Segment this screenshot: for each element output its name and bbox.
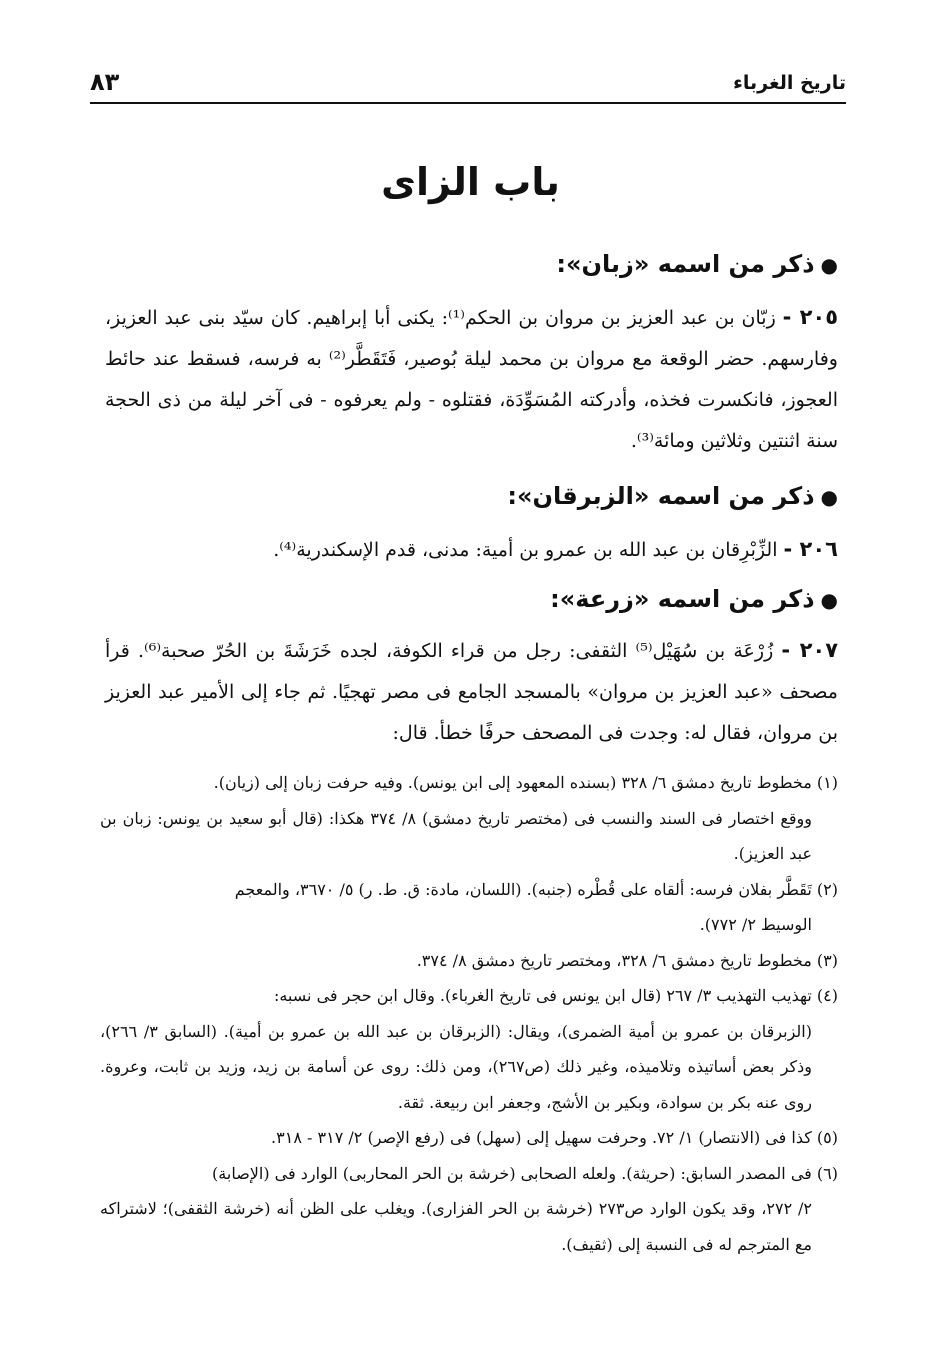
entry-205 — [105, 297, 838, 462]
footnote-4 — [100, 978, 838, 1120]
footnote-6 — [100, 1156, 838, 1263]
footnote-first-line: (١) مخطوط تاريخ دمشق ٦/ ٣٢٨ (بسنده المعهود إلى ابن يونس). وفيه حرفت زبان إلى (زيان). — [213, 773, 838, 792]
section-heading-zabban — [556, 250, 838, 278]
section-heading-text: ذكر من اسمه «الزبرقان»: — [507, 482, 815, 510]
footnote-5 — [100, 1120, 838, 1156]
footnote-continuation: (الزبرقان بن عمرو بن أمية الضمرى)، ويقال: (الزبرقان بن عبد الله بن عمرو بن أمية). (السابق ٣/ ٢٦٦)، وذكر بعض أساتيذه وتلاميذه، وغير ذلك (ص٢٦٧)، ومن ذلك: روى عن أسامة بن زيد، وزيد بن ثابت، وعروة. روى عنه بكر بن سوادة، وبكير بن الأشج، وجعفر ابن ربيعة. ثقة. — [100, 1021, 813, 1112]
entry-number: ٢٠٦ - — [783, 537, 838, 561]
bullet-icon: ● — [820, 485, 838, 509]
entry-number: ٢٠٥ - — [782, 305, 839, 329]
footnote-2 — [100, 872, 838, 943]
footnote-3 — [100, 943, 838, 979]
footnote-first-line: (٦) فى المصدر السابق: (حريثة). ولعله الصحابى (خرشة بن الحر المحاربى) الوارد فى (الإصابة) — [212, 1163, 838, 1183]
entry-text: زبّان بن عبد العزيز بن مروان بن الحكم⁽¹⁾: يكنى أبا إبراهيم. كان سيّد بنى عبد العزيز، وفارسهم. حضر الوقعة مع مروان بن محمد ليلة بُوصير، فَتَقَطَّر⁽²⁾ به فرسه، فسقط عند حائط العجوز، فانكسرت فخذه، وأدركته المُسَوِّدَة، فقتلوه - ولم يعرفوه - فى آخر ليلة من ذى الحجة سنة اثنتين وثلاثين ومائة⁽³⁾. — [105, 307, 838, 452]
footnote-first-line: (٥) كذا فى (الانتصار) ١/ ٧٢. وحرفت سهيل إلى (سهل) فى (رفع الإصر) ٢/ ٣١٧ - ٣١٨. — [271, 1128, 838, 1147]
section-heading-zibriqan — [507, 482, 838, 510]
entry-207 — [105, 630, 838, 754]
bullet-icon: ● — [820, 588, 838, 612]
bullet-icon: ● — [820, 253, 838, 277]
footnote-first-line: (٢) تَقَطَّر بفلان فرسه: ألقاه على قُطْره (جنبه). (اللسان، مادة: ق. ط. ر) ٥/ ٣٦٧٠، والمعجم — [234, 879, 838, 899]
entry-text: الزِّبْرِقان بن عبد الله بن عمرو بن أمية: مدنى، قدم الإسكندرية⁽⁴⁾. — [273, 539, 778, 561]
section-heading-zurah — [550, 585, 838, 613]
footnote-continuation: الوسيط ٢/ ٧٧٢). — [699, 915, 812, 934]
footnote-1 — [100, 765, 838, 872]
footnote-continuation: ووقع اختصار فى السند والنسب فى (مختصر تاريخ دمشق) ٨/ ٣٧٤ هكذا: (قال أبو سعيد بن يونس: زبان بن عبد العزيز). — [100, 808, 812, 863]
page-number: ٨٣ — [90, 68, 120, 96]
entry-number: ٢٠٧ - — [781, 638, 839, 662]
entry-text: زُرْعَة بن سُهَيْل⁽⁵⁾ الثقفى: رجل من قراء الكوفة، لجده خَرَشَةَ بن الحُرّ صحبة⁽⁶⁾. قرأ مصحف «عبد العزيز بن مروان» بالمسجد الجامع فى مصر تهجيًا. ثم جاء إلى الأمير عبد العزيز بن مروان، فقال له: وجدت فى المصحف حرفًا خطأ. قال: — [105, 640, 838, 744]
footnote-first-line: (٤) تهذيب التهذيب ٣/ ٢٦٧ (قال ابن يونس فى تاريخ الغرباء). وقال ابن حجر فى نسبه: — [273, 986, 838, 1005]
section-heading-text: ذكر من اسمه «زبان»: — [556, 250, 815, 278]
running-header — [90, 68, 846, 104]
entry-206 — [105, 529, 838, 571]
footnote-continuation: ٢/ ٢٧٢، وقد يكون الوارد ص٢٧٣ (خرشة بن الحر الفزارى). ويغلب على الظن أنه (خرشة الثقفى)؛ لاشتراكه مع المترجم له فى النسبة إلى (ثقيف). — [100, 1199, 812, 1254]
running-title: تاريخ الغرباء — [733, 72, 846, 94]
chapter-title: باب الزاى — [381, 160, 560, 204]
section-heading-text: ذكر من اسمه «زرعة»: — [550, 585, 815, 613]
footnotes — [100, 765, 838, 1262]
footnote-first-line: (٣) مخطوط تاريخ دمشق ٦/ ٣٢٨، ومختصر تاريخ دمشق ٨/ ٣٧٤. — [416, 950, 838, 970]
